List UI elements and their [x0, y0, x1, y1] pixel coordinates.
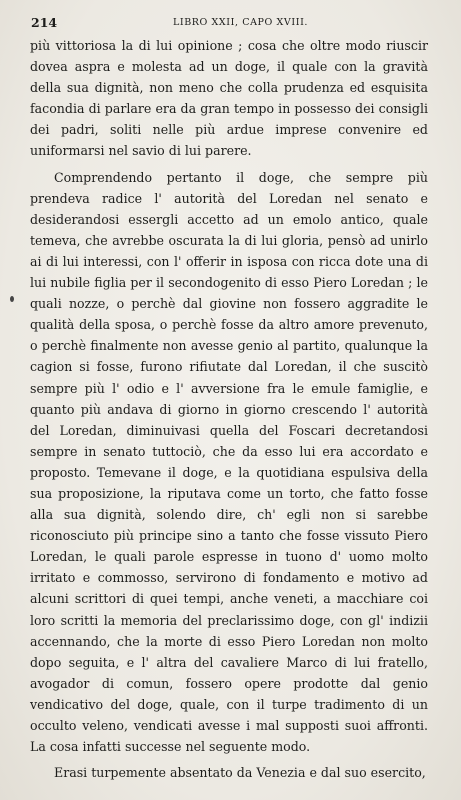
running-head: LIBRO XXII, CAPO XVIII.	[172, 17, 309, 28]
body-text	[30, 35, 428, 783]
margin-ink-spot	[10, 296, 14, 302]
paragraph-3: Erasi turpemente absentato da Venezia e dal suo esercito,	[54, 765, 426, 781]
paragraph-2: Comprendendo pertanto il doge, che sempre più prendeva radice l' autorità del Loredan nel senato e desiderandosi essergli accetto ad un emolo antico, quale temeva, che avrebbe oscurata la di lui gloria, pensò ad unirlo ai di lui interessi, con l' offerir in isposa con ricca dote una di lui nubile figlia per il secondogenito di esso Piero Loredan ; le quali nozze, o perchè dal giovine non fossero aggradite le qualità della sposa, o perchè fosse da altro amore prevenuto, o perchè finalmente non avesse genio al partito, qualunque la cagion si fosse, furono rifiutate dal Loredan, il che suscitò sempre più l' odio e l' avversione fra le emule famiglie, e quanto più andava di giorno in giorno crescendo l' autorità del Loredan, diminuivasi quella del Foscari decretandosi sempre in senato tuttociò, che da esso lui era accordato e proposto. Temevane il doge, e la quotidiana espulsiva della sua proposizione, la riputava come un torto, che fatto fosse alla sua dignità, solendo dire, ch' egli non si sarebbe riconosciuto più principe sino a tanto che fosse vissuto Piero Loredan, le quali parole espresse in tuono d' uomo molto irritato e commosso, servirono di fondamento e motivo ad alcuni scrittori di quei tempi, anche veneti, a macchiare coi loro scritti la memoria del preclarissimo doge, con gl' indizii accennando, che la morte di esso Piero Loredan non molto dopo seguita, e l' altra del cavaliere Marco di lui fratello, avogador di comun, fossero opere prodotte dal genio vendicativo del doge, quale, con il turpe tradimento di un occulto veleno, vendicati avesse i mal supposti suoi affronti. La cosa infatti successe nel seguente modo.	[30, 169, 428, 755]
page-header	[31, 16, 428, 32]
page-number: 214	[31, 15, 58, 30]
paragraph-1: più vittoriosa la di lui opinione ; cosa che oltre modo riuscir dovea aspra e molesta ad un doge, il quale con la gravità della sua dignità, non meno che colla prudenza ed esquisita facondia di parlare era da gran tempo in possesso dei consigli dei padri, soliti nelle più ardue imprese convenire ed uniformarsi nel savio di lui parere.	[30, 38, 428, 159]
